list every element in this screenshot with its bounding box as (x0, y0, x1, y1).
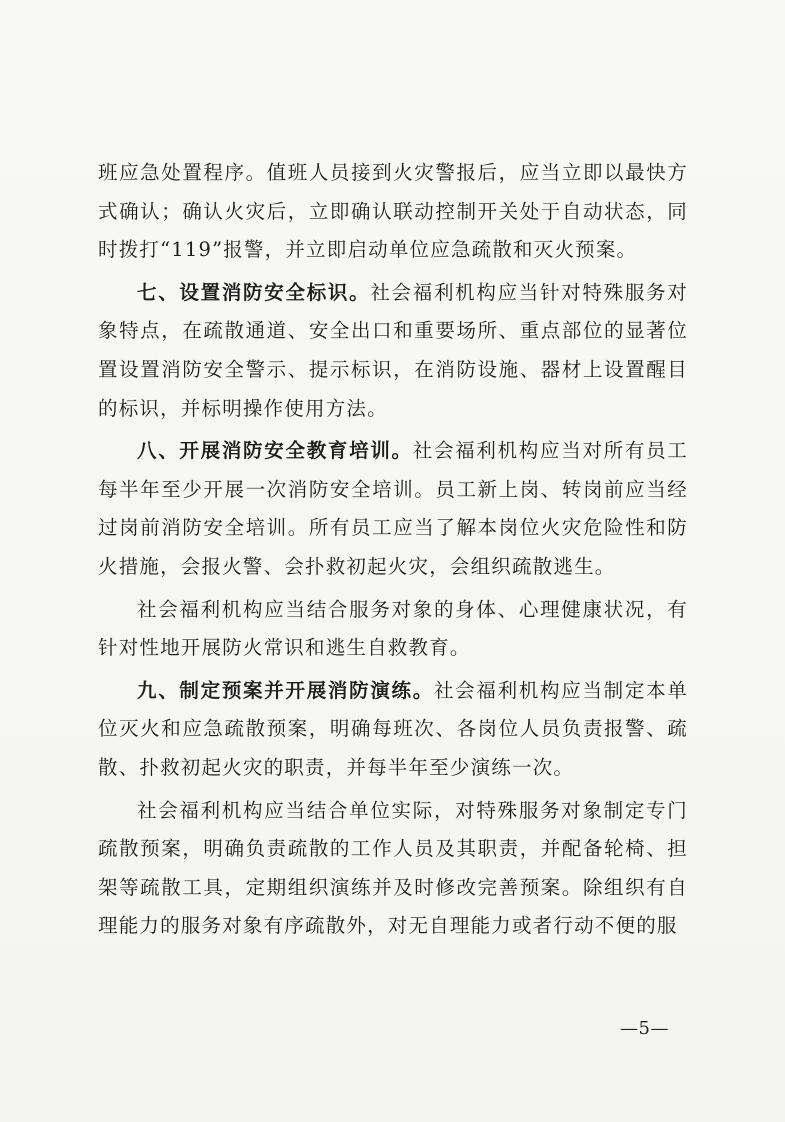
section-9-heading: 九、制定预案并开展消防演练。 (137, 678, 434, 702)
paragraph-1-text: 班应急处置程序。值班人员接到火灾警报后，应当立即以最快方式确认；确认火灾后，立即确认联动控制开关处于自动状态，同时拨打“119”报警，并立即启动单位应急疏散和灭火预案。 (98, 161, 688, 262)
section-8-heading: 八、开展消防安全教育培训。 (137, 439, 413, 463)
paragraph-6-text: 社会福利机构应当结合单位实际，对特殊服务对象制定专门疏散预案，明确负责疏散的工作人员及其职责，并配备轮椅、担架等疏散工具，定期组织演练并及时修改完善预案。除组织有自理能力的服务对象有序疏散外，对无自理能力或者行动不便的服 (98, 798, 688, 938)
paragraph-6 (98, 792, 688, 946)
paragraph-2 (98, 274, 688, 428)
section-7-heading: 七、设置消防安全标识。 (137, 280, 371, 304)
paragraph-2-text: 社会福利机构应当针对特殊服务对象特点，在疏散通道、安全出口和重要场所、重点部位的显著位置设置消防安全警示、提示标识，在消防设施、器材上设置醒目的标识，并标明操作使用方法。 (98, 280, 688, 420)
paragraph-4-text: 社会福利机构应当结合服务对象的身体、心理健康状况，有针对性地开展防火常识和逃生自救教育。 (98, 597, 688, 660)
paragraph-3-text: 社会福利机构应当对所有员工每半年至少开展一次消防安全培训。员工新上岗、转岗前应当经过岗前消防安全培训。所有员工应当了解本岗位火灾危险性和防火措施，会报火警、会扑救初起火灾，会组织疏散逃生。 (98, 439, 688, 578)
paragraph-3 (98, 432, 688, 586)
paragraph-5-text: 社会福利机构应当制定本单位灭火和应急疏散预案，明确每班次、各岗位人员负责报警、疏散、扑救初起火灾的职责，并每半年至少演练一次。 (98, 678, 688, 779)
page-number: —5— (620, 1018, 669, 1039)
paragraph-5 (98, 672, 688, 788)
paragraph-4 (98, 591, 688, 668)
paragraph-1 (98, 154, 688, 270)
document-body (98, 154, 688, 946)
